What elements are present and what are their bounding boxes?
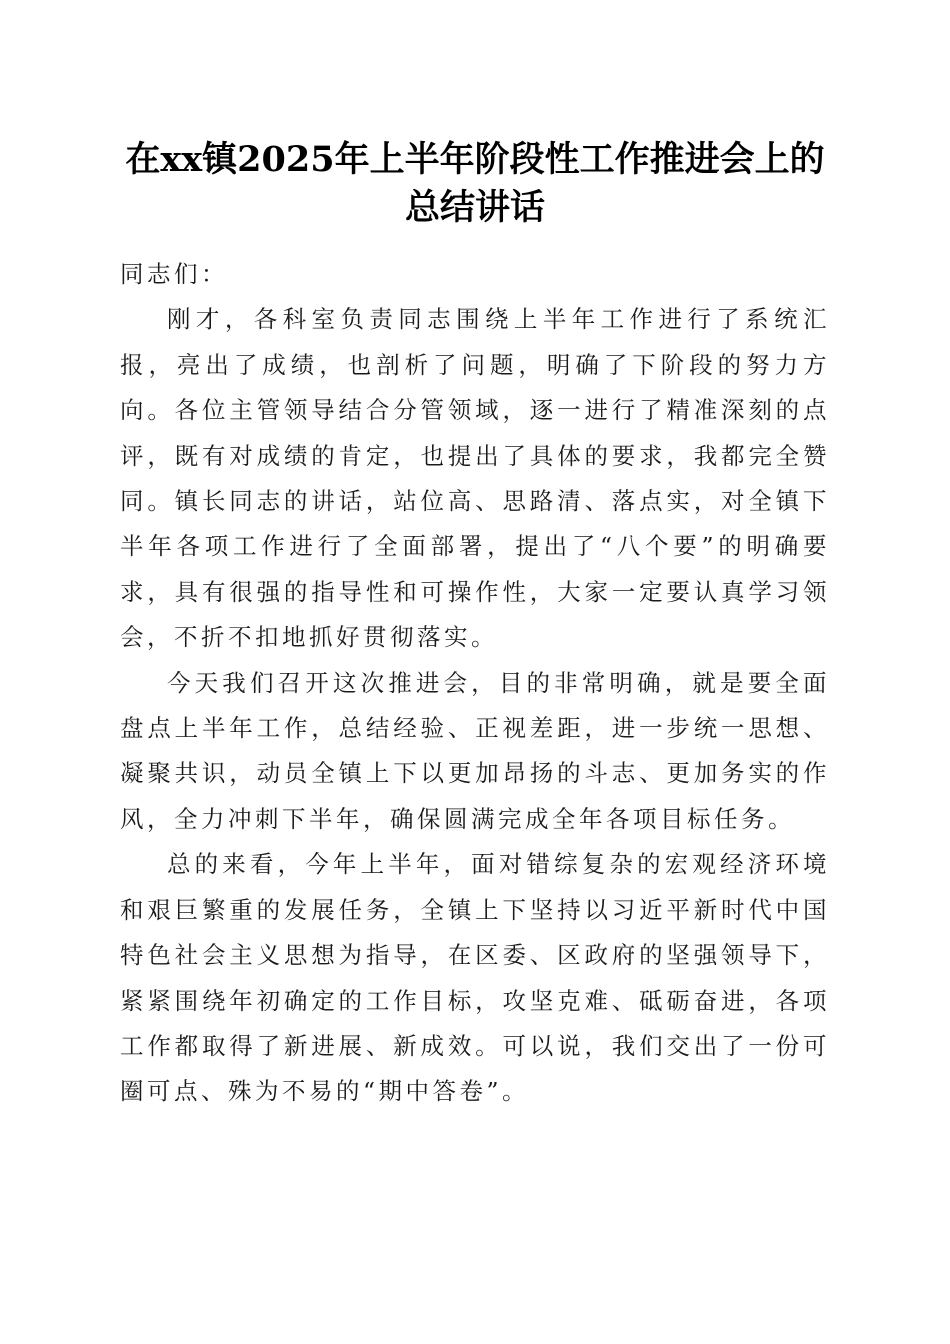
document-body	[120, 252, 830, 1115]
paragraph-2: 今天我们召开这次推进会，目的非常明确，就是要全面盘点上半年工作，总结经验、正视差距，进一步统一思想、凝聚共识，动员全镇上下以更加昂扬的斗志、更加务实的作风，全力冲刺下半年，确保圆满完成全年各项目标任务。	[120, 668, 830, 833]
paragraph-1: 刚才，各科室负责同志围绕上半年工作进行了系统汇报，亮出了成绩，也剖析了问题，明确了下阶段的努力方向。各位主管领导结合分管领域，逐一进行了精准深刻的点评，既有对成绩的肯定，也提出了具体的要求，我都完全赞同。镇长同志的讲话，站位高、思路清、落点实，对全镇下半年各项工作进行了全面部署，提出了“八个要”的明确要求，具有很强的指导性和可操作性，大家一定要认真学习领会，不折不扣地抓好贯彻落实。	[120, 305, 830, 652]
document-title	[110, 136, 840, 232]
title-line-1: 在xx镇2025年上半年阶段性工作推进会上的	[125, 139, 825, 180]
salutation: 同志们：	[120, 260, 228, 288]
title-line-2: 总结讲话	[404, 187, 545, 228]
paragraph-3: 总的来看，今年上半年，面对错综复杂的宏观经济环境和艰巨繁重的发展任务，全镇上下坚持以习近平新时代中国特色社会主义思想为指导，在区委、区政府的坚强领导下，紧紧围绕年初确定的工作目标，攻坚克难、砥砺奋进，各项工作都取得了新进展、新成效。可以说，我们交出了一份可圈可点、殊为不易的“期中答卷”。	[120, 850, 830, 1106]
